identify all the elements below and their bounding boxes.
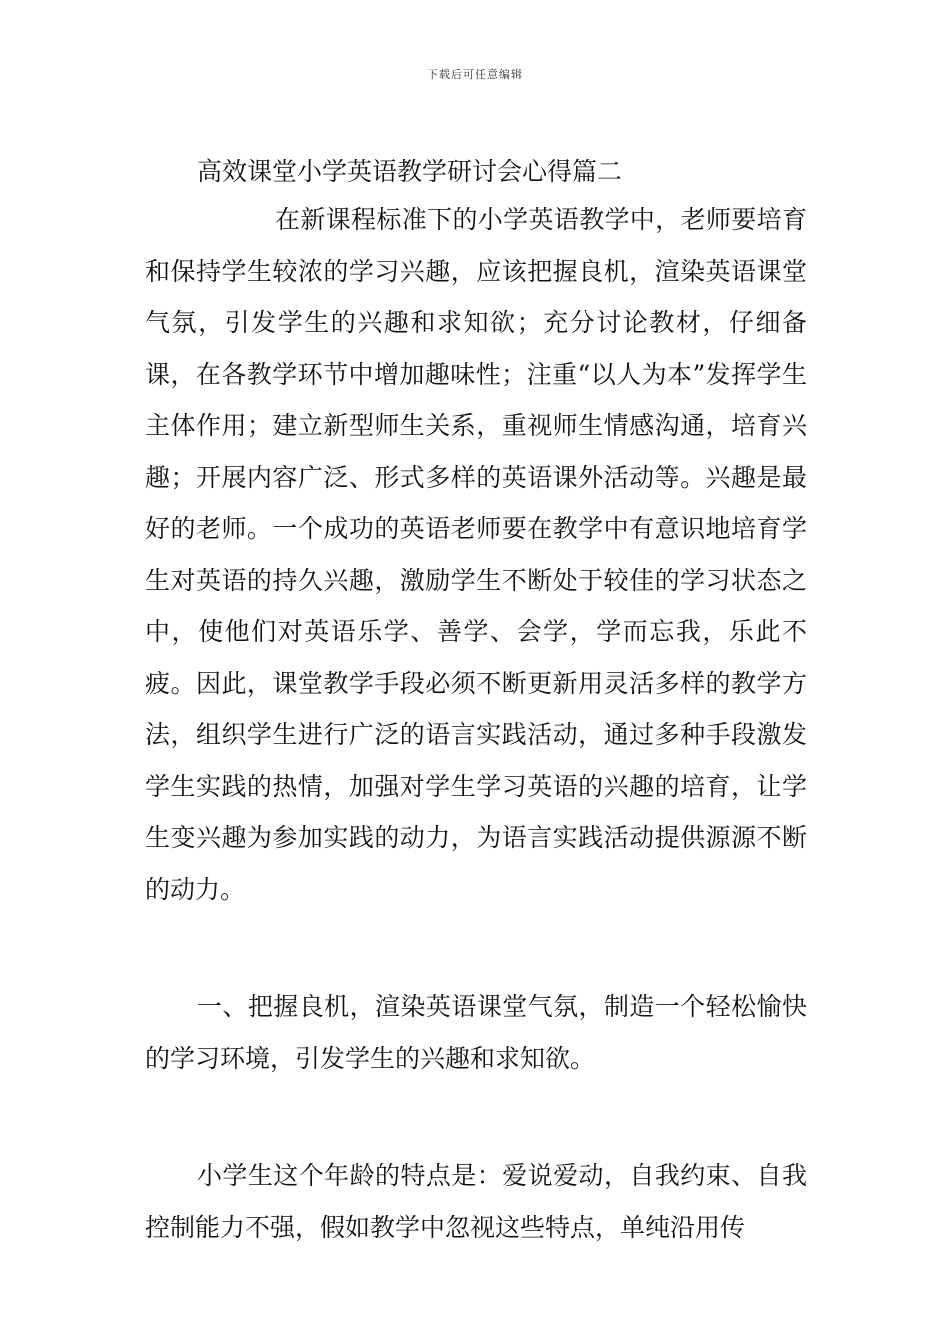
paragraph-body: 小学生这个年龄的特点是：爱说爱动，自我约束、自我控制能力不强，假如教学中忽视这些特点，单纯沿用传 bbox=[145, 1161, 807, 1242]
document-title: 高效课堂小学英语教学研讨会心得篇二 bbox=[197, 157, 623, 186]
document-body bbox=[145, 150, 807, 1253]
page-header: 下载后可任意编辑 bbox=[427, 68, 523, 81]
paragraph-section-heading: 一、把握良机，渲染英语课堂气氛，制造一个轻松愉快的学习环境，引发学生的兴趣和求知欲。 bbox=[145, 992, 807, 1073]
paragraph-intro: 在新课程标准下的小学英语教学中，老师要培育和保持学生较浓的学习兴趣，应该把握良机，渲染英语课堂气氛，引发学生的兴趣和求知欲；充分讨论教材，仔细备课，在各教学环节中增加趣味性；注重“以人为本”发挥学生主体作用；建立新型师生关系，重视师生情感沟通，培育兴趣；开展内容广泛、形式多样的英语课外活动等。兴趣是最好的老师。一个成功的英语老师要在教学中有意识地培育学生对英语的持久兴趣，激励学生不断处于较佳的学习状态之中，使他们对英语乐学、善学、会学，学而忘我，乐此不疲。因此，课堂教学手段必须不断更新用灵活多样的教学方法，组织学生进行广泛的语言实践活动，通过多种手段激发学生实践的热情，加强对学生学习英语的兴趣的培育，让学生变兴趣为参加实践的动力，为语言实践活动提供源源不断的动力。 bbox=[145, 205, 807, 904]
